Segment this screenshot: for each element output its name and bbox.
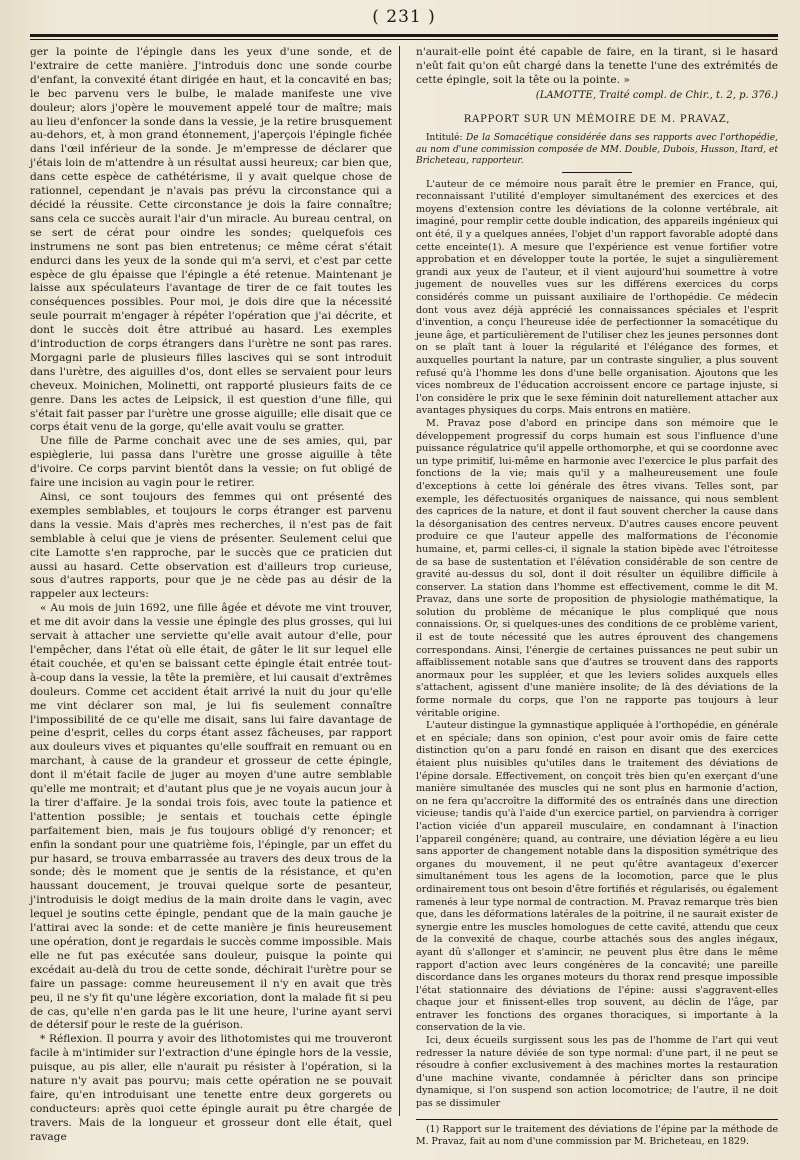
right-paragraph-4: Ici, deux écueils surgissent sous les pas de l'homme de l'art qui veut redresser la nature déviée de son type normal: d'une part, il ne peut se résoudre à confier exclusivement à des machines mortes la restauration d'une machine vivante, condamnée à périclter dans son principe dynamique, si l'on suspend son action locomotrice; de l'autre, il ne doit pas se dissimuler (416, 1035, 778, 1110)
section-title: RAPPORT SUR UN MÉMOIRE DE M. PRAVAZ, (463, 114, 731, 126)
left-paragraph-1: ger la pointe de l'épingle dans les yeux d'une sonde, et de l'extraire de cette manière. J'introduis donc une sonde courbe d'enfant, la convexité étant dirigée en haut, et la concavité en bas; le bec parvenu vers le bulbe, le malade manifeste une vive douleur; alors j'opère le mouvement appelé tour de maître; mais au lieu d'enfoncer la sonde dans la vessie, je la retire brusquement au-dehors, et, à mon grand étonnement, j'aperçois l'épingle fichée dans l'œil inférieur de la sonde. Je m'empresse de déclarer que j'étais loin de m'attendre à un résultat aussi heureux; car bien que, dans cette espèce de cathétérisme, il y avait quelque chose de rationnel, cependant je n'avais pas prévu la circonstance qui a décidé la réussite. Cette circonstance je dois la faire connaître; sans cela ce succès aurait l'air d'un miracle. Au bureau central, on se sert de cérat pour oindre les sondes; quelquefois ces instrumens ne sont pas bien entretenus; ce même cérat s'était endurci dans les yeux de la sonde qui m'a servi, et c'est par cette espèce de glu épaisse que l'épingle a été retenue. Maintenant je laisse aux spéculateurs l'avantage de tirer de ce fait toutes les conséquences possibles. Pour moi, je dois dire que la nécessité seule pourrait m'engager à répéter l'opération que j'ai décrite, et dont le succès doit être attribué au hasard. Les exemples d'introduction de corps étrangers dans l'urètre ne sont pas rares. Morgagni parle de plusieurs filles lascives qui se sont introduit dans l'urètre, des aiguilles d'os, dont elles se servaient pour leurs cheveux. Moinichen, Molinetti, ont rapporté plusieurs faits de ce genre. Dans les actes de Leipsick, il est question d'une fille, qui s'était fait passer par l'urètre une grosse aiguille; elle disait que ce corps était venu de la gorge, qu'elle avait voulu se gratter. (30, 46, 392, 434)
intitule-text: De la Somacétique considérée dans ses rapports avec l'orthopédie, au nom d'une commission composée de MM. Double, Dubois, Husson, Itard, et Bricheteau, rapporteur. (416, 132, 778, 167)
intitule (416, 133, 778, 168)
left-paragraph-3: Ainsi, ce sont toujours des femmes qui ont présenté des exemples semblables, et toujours le corps étranger est parvenu dans la vessie. Mais d'après mes recherches, il n'est pas de fait semblable à celui que je viens de présenter. Seulement celui que cite Lamotte s'en rapproche, par le succès que ce praticien dut aussi au hasard. Cette observation est d'ailleurs trop curieuse, sous d'autres rapports, pour que je ne cède pas au désir de la rappeler aux lecteurs: (30, 491, 392, 601)
right-paragraph-2: M. Pravaz pose d'abord en principe dans son mémoire que le développement progressif du corps humain est sous l'influence d'une puissance régulatrice qu'il appelle orthomorphe, et qui se coordonne avec un type primitif, lui-même en harmonie avec l'exercice le plus parfait des fonctions de la vie; mais qu'il y a malheureusement une foule d'exceptions à cette loi générale des êtres vivans. Telles sont, par exemple, les défectuosités organiques de naissance, qui nous semblent des caprices de la nature, et dont il faut souvent chercher la cause dans la désorganisation des centres nerveux. D'autres causes encore peuvent produire ce que l'auteur appelle des malformations de l'économie humaine, et, parmi celles-ci, il signale la station bipède avec l'étroitesse de sa base de sustentation et l'élévation considérable de son centre de gravité au-dessus du sol, dont il doit résulter un équilibre difficile à conserver. La station dans l'homme est effectivement, comme le dit M. Pravaz, dans une sorte de proposition de physiologie mathématique, la solution du problème de mécanique le plus compliqué que nous connaissions. Or, si quelques-unes des conditions de ce problème varient, il est de toute nécessité que les autres éprouvent des changemens correspondans. Ainsi, l'énergie de certaines puissances ne peut subir un affaiblissement notable sans que d'autres se trouvent dans des rapports anormaux pour les suppléer, et que les leviers solides auxquels elles s'attachent, agissent d'une manière insolite; de là des déviations de la forme normale du corps, que l'on ne rapporte pas toujours à leur véritable origine. (416, 417, 779, 719)
intitule-label: Intitulé: (426, 132, 463, 143)
left-paragraph-2: Une fille de Parme conchait avec une de ses amies, qui, par espièglerie, lui passa dans l'urètre une grosse aiguille à tête d'ivoire. Ce corps parvint bientôt dans la vessie; on fut obligé de faire une incision au vagin pour le retirer. (30, 435, 392, 490)
header-rule (30, 34, 778, 40)
right-column (416, 46, 779, 1147)
right-paragraph-1: L'auteur de ce mémoire nous paraît être le premier en France, qui, reconnaissant l'utilité d'employer simultanément des exercices et des moyens d'extension contre les déviations de la colonne vertébrale, ait imaginé, pour remplir cette double indication, des appareils ingénieux qui ont été, il y a quelques années, l'objet d'un rapport favorable adopté dans cette enceinte(1). A mesure que l'expérience est venue fortifier votre approbation et en développer toute la portée, le sujet a singulièrement grandi aux yeux de l'auteur, et il vient aujourd'hui soumettre à votre jugement de nouvelles vues sur les différens exercices du corps considérés comme un puissant auxiliaire de l'orthopédie. Ce médecin dont vous avez déjà apprécié les connaissances spéciales et l'esprit d'invention, a conçu l'heureuse idée de perfectionner la somacétique du jeune âge, et particulièrement de l'utiliser chez les jeunes personnes dont on se plaît tant à louer la régularité et l'élégance des formes, et auxquelles pourtant la nature, par un contraste singulier, a plus souvent refusé qu'à l'homme les dons d'une belle organisation. Ajoutons que les vices nombreux de l'éducation accroissent encore ce partage injuste, si l'on considère le prix que le sexe féminin doit naturellement attacher aux avantages physiques du corps. Mais entrons en matière. (416, 178, 779, 417)
page-number: ( 231 ) (372, 7, 436, 27)
left-paragraph-5: * Réflexion. Il pourra y avoir des lithotomistes qui me trouveront facile à m'intimider sur l'extraction d'une épingle hors de la vessie, puisque, au pis aller, elle n'aurait pu résister à l'opération, si la nature n'y avait pas pourvu; mais cette opération ne se pouvait faire, qu'en introduisant une tenette entre deux gorgerets ou conducteurs: après quoi cette épingle aurait pu être chargée de travers. Mais de la longueur et grosseur dont elle était, quel ravage (30, 1033, 392, 1143)
citation-reference: (LAMOTTE, Traité compl. de Chir., t. 2, p. 376.) (535, 89, 778, 101)
left-paragraph-4: « Au mois de juin 1692, une fille âgée et dévote me vint trouver, et me dit avoir dans la vessie une épingle des plus grosses, qui lui servait à attacher une serviette qu'elle avait autour d'elle, pour l'empêcher, dans l'état où elle était, de gâter le lit sur lequel elle était couchée, et qu'en se baissant cette épingle était entrée tout-à-coup dans la vessie, la tête la première, et lui causait d'extrêmes douleurs. Comme cet accident était arrivé la nuit du jour qu'elle me vint déclarer son mal, je lui fis seulement connaître l'impossibilité de ce qu'elle me disait, sans lui faire davantage de peine d'esprit, celles du corps étant assez fâcheuses, par rapport aux douleurs vives et piquantes qu'elle souffrait en remuant ou en marchant, à cause de la grandeur et grosseur de cette épingle, dont il m'était facile de juger au moyen d'une autre semblable qu'elle me montrait; et d'autant plus que je ne voyais aucun jour à la tirer d'affaire. Je la sondai trois fois, avec toute la patience et l'attention possible; je sentais et touchais cette épingle parfaitement bien, mais je fus toujours obligé d'y renoncer; et enfin la sondant pour une quatrième fois, l'épingle, par un effet du pur hasard, se trouva embarrassée au travers des deux trous de la sonde; dès le moment que je sentis de la résistance, et qu'en haussant doucement, je trouvai quelque sorte de pesanteur, j'introduisis le doigt medius de la main droite dans le vagin, avec lequel je soutins cette épingle, pendant que de la main gauche je l'attirai avec la sonde: et de cette manière je finis heureusement une opération, dont je regardais le succès comme impossible. Mais elle ne fut pas exécutée sans douleur, puisque la pointe qui excédait au-delà du trou de cette sonde, déchirait l'urètre pour se faire un passage: comme heureusement il n'y en avait que très peu, il ne s'y fit qu'une légère excoriation, dont la malade fit si peu de cas, qu'elle n'en garda pas le lit une heure, l'urine ayant servi de détersif pour le reste de la guérison. (30, 602, 392, 1032)
left-column (30, 46, 392, 1143)
right-paragraph-3: L'auteur distingue la gymnastique appliquée à l'orthopédie, en générale et en spéciale; dans son opinion, c'est pour avoir omis de faire cette distinction qu'on a paru fondé en raison en disant que des exercices étaient plus nuisibles qu'utiles dans le traitement des déviations de l'épine dorsale. Effectivement, on conçoit très bien qu'en exerçant d'une manière simultanée des muscles qui ne sont plus en harmonie d'action, on ne fera qu'accroître la difformité des os entraînés dans une direction vicieuse; tandis qu'à l'aide d'un exercice partiel, on parviendra à corriger l'action viciée d'un appareil musculaire, en condamnant à l'inaction l'appareil congénère; quand, au contraire, une déviation légère a eu lieu sans apporter de changement notable dans la disposition symétrique des organes du mouvement, il ne peut qu'être avantageux d'exercer simultanément tous les agens de la locomotion, parce que le plus ordinairement tous ont besoin d'être fortifiés et régularisés, ou également ramenés à leur type normal de contraction. M. Pravaz remarque très bien que, dans les déformations latérales de la poitrine, il ne saurait exister de synergie entre les muscles homologues de cette cavité, attendu que ceux de la convexité de chaque, courbe attachés sous des angles inégaux, ayant dû s'allonger et s'amincir, ne peuvent plus être dans le même rapport d'action avec leurs congénères de la concavité; une pareille discordance dans les organes moteurs du thorax rend presque impossible l'état stationnaire des déviations de l'épine: aussi s'aggravent-elles chaque jour et finissent-elles trop souvent, au déclin de l'âge, par entraver les fonctions des organes thoraciques, si importante à la conservation de la vie. (416, 720, 778, 1034)
column-divider (399, 46, 400, 1116)
section-rule (562, 172, 632, 173)
right-continuation: n'aurait-elle point été capable de faire, en la tirant, si le hasard n'eût fait qu'on eût chargé dans la tenette l'une des extrémités de cette épingle, soit la tête ou la pointe. » (416, 46, 778, 86)
columns (30, 46, 779, 1147)
footnote-rule (416, 1119, 778, 1120)
footnote: (1) Rapport sur le traitement des déviations de l'épine par la méthode de M. Pravaz, fait au nom d'une commission par M. Bricheteau, en 1829. (416, 1123, 778, 1147)
